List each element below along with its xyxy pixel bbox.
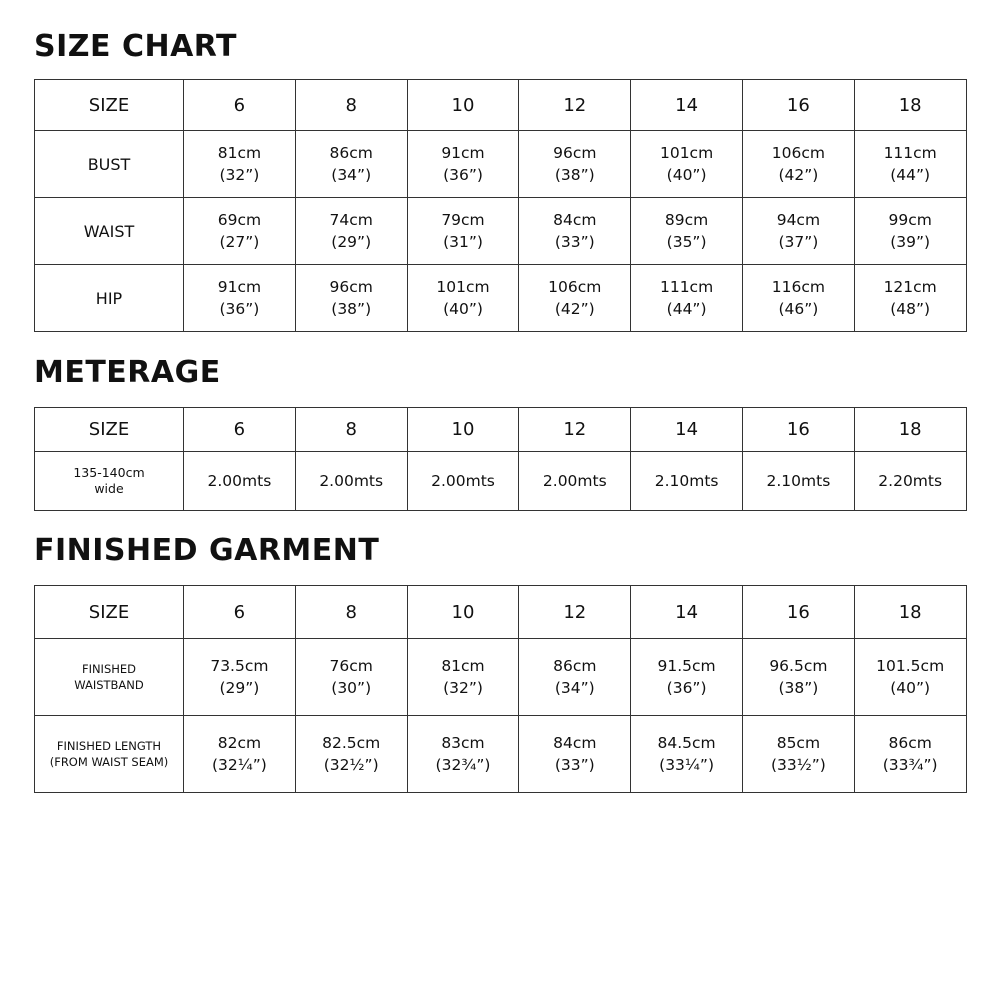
finished-header-16: 16 [742,586,854,639]
bust-cell: 101cm (40”) [631,131,743,198]
meterage-cell: 2.20mts [854,452,966,511]
size-chart-table [34,79,967,332]
finished-header-label: SIZE [35,586,184,639]
bust-cell: 86cm (34”) [295,131,407,198]
meterage-title: METERAGE [34,355,221,390]
finished-length-cell: 85cm (33½”) [742,716,854,793]
size-header-8: 8 [295,80,407,131]
waist-cell: 99cm (39”) [854,198,966,265]
finished-header-8: 8 [295,586,407,639]
finished-waistband-row [35,639,967,716]
finished-length-cell: 84.5cm (33¼”) [631,716,743,793]
meterage-cell: 2.00mts [407,452,519,511]
meterage-cell: 2.00mts [295,452,407,511]
meterage-header-12: 12 [519,408,631,452]
finished-header-14: 14 [631,586,743,639]
finished-waistband-cell: 81cm (32”) [407,639,519,716]
finished-waistband-cell: 86cm (34”) [519,639,631,716]
bust-cell: 111cm (44”) [854,131,966,198]
bust-cell: 96cm (38”) [519,131,631,198]
finished-waistband-cell: 91.5cm (36”) [631,639,743,716]
size-header-12: 12 [519,80,631,131]
meterage-header-16: 16 [742,408,854,452]
finished-length-cell: 83cm (32¾”) [407,716,519,793]
finished-waistband-cell: 73.5cm (29”) [184,639,296,716]
finished-waistband-cell: 76cm (30”) [295,639,407,716]
size-header-14: 14 [631,80,743,131]
waist-cell: 79cm (31”) [407,198,519,265]
hip-cell: 101cm (40”) [407,265,519,332]
meterage-cell: 2.00mts [184,452,296,511]
hip-cell: 116cm (46”) [742,265,854,332]
finished-header-10: 10 [407,586,519,639]
finished-header-row [35,586,967,639]
meterage-cell: 2.00mts [519,452,631,511]
waist-cell: 89cm (35”) [631,198,743,265]
hip-cell: 106cm (42”) [519,265,631,332]
hip-cell: 91cm (36”) [184,265,296,332]
fabric-width-label: 135-140cm wide [35,452,184,511]
size-header-6: 6 [184,80,296,131]
finished-length-cell: 86cm (33¾”) [854,716,966,793]
meterage-cell: 2.10mts [631,452,743,511]
finished-header-6: 6 [184,586,296,639]
meterage-header-row [35,408,967,452]
hip-cell: 111cm (44”) [631,265,743,332]
size-header-10: 10 [407,80,519,131]
bust-cell: 81cm (32”) [184,131,296,198]
finished-header-12: 12 [519,586,631,639]
meterage-cell: 2.10mts [742,452,854,511]
hip-row [35,265,967,332]
hip-cell: 121cm (48”) [854,265,966,332]
waist-label: WAIST [35,198,184,265]
finished-length-row [35,716,967,793]
bust-row [35,131,967,198]
meterage-header-18: 18 [854,408,966,452]
waist-cell: 74cm (29”) [295,198,407,265]
finished-length-cell: 82.5cm (32½”) [295,716,407,793]
size-chart-title: SIZE CHART [34,29,238,64]
finished-waistband-label: FINISHED WAISTBAND [35,639,184,716]
hip-label: HIP [35,265,184,332]
finished-waistband-cell: 101.5cm (40”) [854,639,966,716]
size-header-18: 18 [854,80,966,131]
bust-cell: 91cm (36”) [407,131,519,198]
meterage-table [34,407,967,511]
waist-cell: 94cm (37”) [742,198,854,265]
meterage-header-8: 8 [295,408,407,452]
finished-garment-table [34,585,967,793]
waist-cell: 69cm (27”) [184,198,296,265]
meterage-header-14: 14 [631,408,743,452]
meterage-header-10: 10 [407,408,519,452]
fabric-width-row [35,452,967,511]
finished-length-cell: 82cm (32¼”) [184,716,296,793]
waist-cell: 84cm (33”) [519,198,631,265]
bust-cell: 106cm (42”) [742,131,854,198]
finished-header-18: 18 [854,586,966,639]
bust-label: BUST [35,131,184,198]
size-chart-header-row [35,80,967,131]
finished-waistband-cell: 96.5cm (38”) [742,639,854,716]
size-header-label: SIZE [35,80,184,131]
size-header-16: 16 [742,80,854,131]
finished-garment-title: FINISHED GARMENT [34,533,380,568]
meterage-header-6: 6 [184,408,296,452]
hip-cell: 96cm (38”) [295,265,407,332]
finished-length-label: FINISHED LENGTH (FROM WAIST SEAM) [35,716,184,793]
waist-row [35,198,967,265]
finished-length-cell: 84cm (33”) [519,716,631,793]
meterage-header-label: SIZE [35,408,184,452]
